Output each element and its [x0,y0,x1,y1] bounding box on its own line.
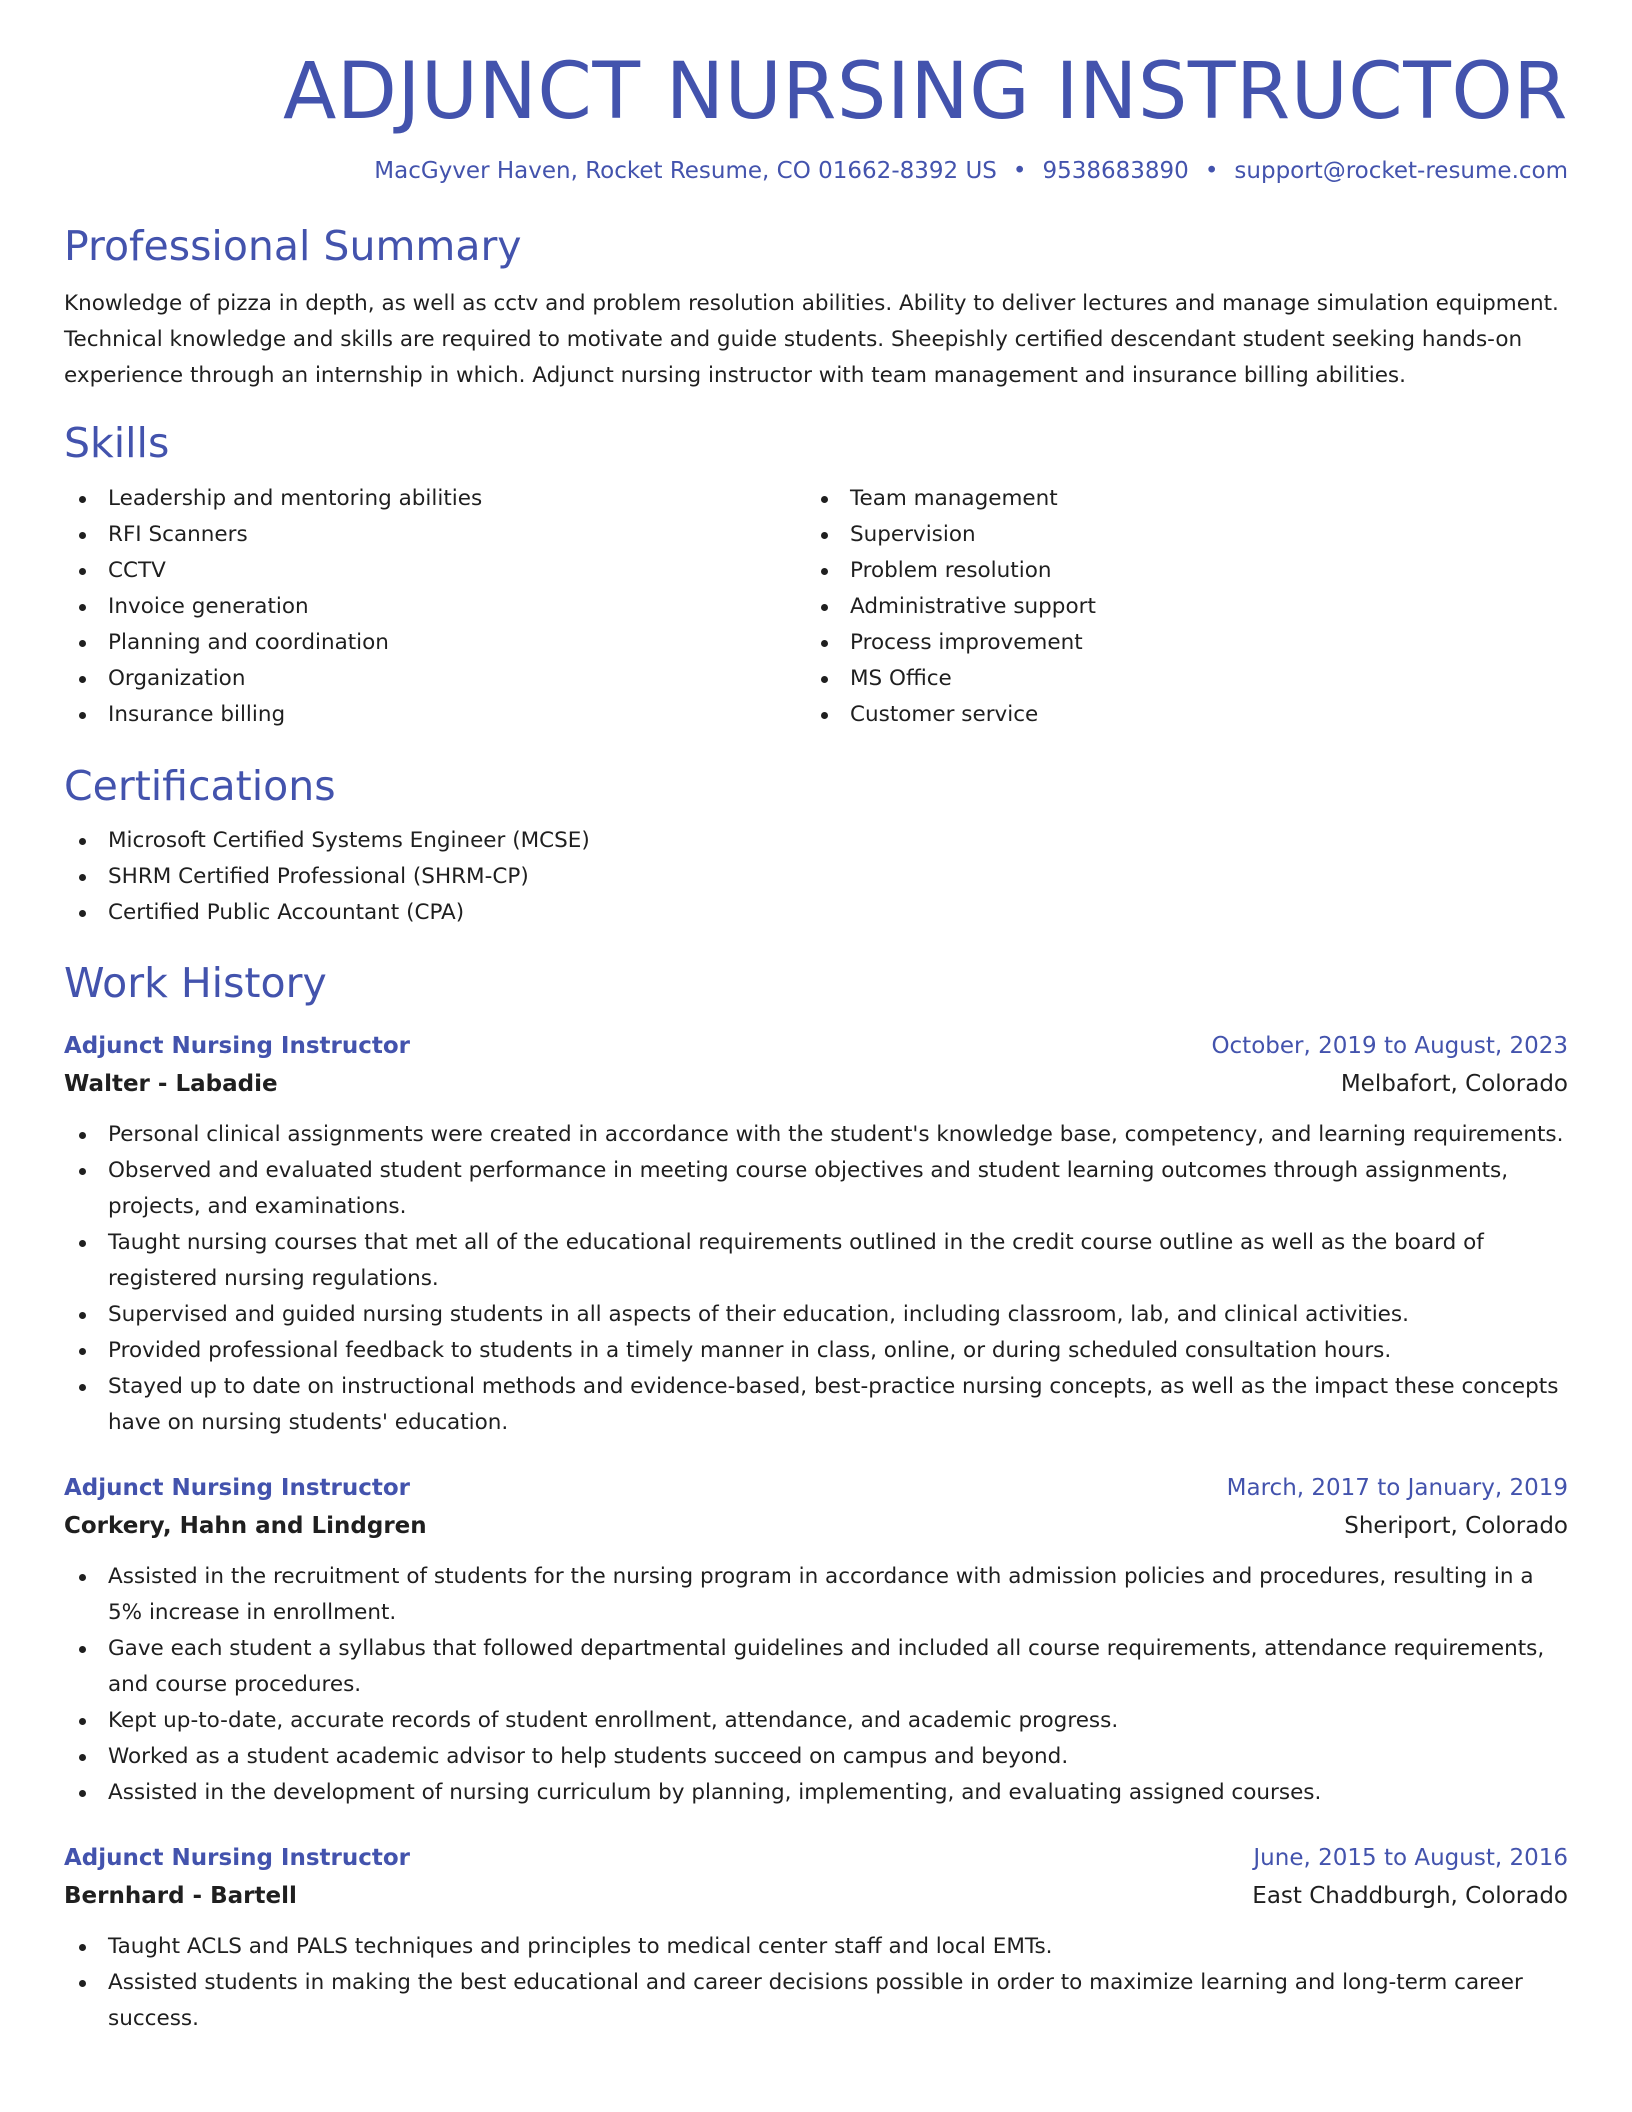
summary-text: Knowledge of pizza in depth, as well as cctv and problem resolution abilities. Ability to deliver lectures and manage simulation equipment. Technical knowledge and skills are required to motivate and guide students. Sheepishly certified descendant student seeking hands-on experience through an internship in which. Adjunct nursing instructor with team management and insurance billing abilities. [64,291,1559,389]
job-duties-list [64,1117,1568,1441]
job-header-row [64,1839,1568,1877]
skill-item: Organization [64,661,806,697]
job-title: Adjunct Nursing Instructor [64,1474,411,1501]
job-duty-item: Worked as a student academic advisor to help students succeed on campus and beyond. [64,1739,1568,1775]
job-location: Melbafort, Colorado [1340,1070,1568,1097]
job-company: Bernhard - Bartell [64,1882,297,1909]
certification-item: Certified Public Accountant (CPA) [64,895,1568,931]
job-duty-item: Gave each student a syllabus that followed departmental guidelines and included all course requirements, attendance requirements, and course procedures. [64,1631,1568,1703]
certification-item: Microsoft Certified Systems Engineer (MCSE) [64,823,1568,859]
resume-header [64,47,1568,185]
job-title-heading: ADJUNCT NURSING INSTRUCTOR [283,47,1568,137]
skills-column-right [806,481,1548,733]
job-duty-item: Taught ACLS and PALS techniques and principles to medical center staff and local EMTs. [64,1929,1568,1965]
job-duty-item: Kept up-to-date, accurate records of student enrollment, attendance, and academic progress. [64,1703,1568,1739]
skill-item: Planning and coordination [64,625,806,661]
job-duties-list [64,1929,1568,2037]
job-header-row [64,1027,1568,1065]
skill-item: Problem resolution [806,553,1548,589]
job-duty-item: Supervised and guided nursing students in all aspects of their education, including classroom, lab, and clinical activities. [64,1297,1568,1333]
job-duty-item: Provided professional feedback to students in a timely manner in class, online, or during scheduled consultation hours. [64,1333,1568,1369]
section-title-certifications: Certifications [64,761,336,810]
skill-item: MS Office [806,661,1548,697]
skill-item: Supervision [806,517,1548,553]
contact-line [64,158,1568,184]
contact-separator: • [1204,158,1219,185]
job-duty-item: Observed and evaluated student performance in meeting course objectives and student learning outcomes through assignments, projects, and examinations. [64,1153,1568,1225]
skill-item: Customer service [806,697,1548,733]
certification-item: SHRM Certified Professional (SHRM-CP) [64,859,1568,895]
job-company-row [64,1877,1568,1915]
job-dates: June, 2015 to August, 2016 [1253,1844,1568,1871]
contact-phone[interactable]: 9538683890 [1042,158,1189,185]
job-location: Sheriport, Colorado [1344,1512,1568,1539]
skill-item: CCTV [64,553,806,589]
job-entry [64,1027,1568,1441]
section-title-work-history: Work History [64,958,327,1007]
skill-item: Administrative support [806,589,1548,625]
skills-list-left [64,481,806,733]
job-duty-item: Stayed up to date on instructional methods and evidence-based, best-practice nursing concepts, as well as the impact these concepts have on nursing students' education. [64,1369,1568,1441]
job-entry [64,1839,1568,2037]
job-entry [64,1469,1568,1811]
skills-column-left [64,481,806,733]
job-duty-item: Assisted in the development of nursing curriculum by planning, implementing, and evaluating assigned courses. [64,1775,1568,1811]
job-duty-item: Personal clinical assignments were created in accordance with the student's knowledge base, competency, and learning requirements. [64,1117,1568,1153]
job-duty-item: Assisted in the recruitment of students for the nursing program in accordance with admission policies and procedures, resulting in a 5% increase in enrollment. [64,1559,1568,1631]
job-company: Corkery, Hahn and Lindgren [64,1512,427,1539]
skill-item: Invoice generation [64,589,806,625]
job-header-row [64,1469,1568,1507]
skill-item: Insurance billing [64,697,806,733]
job-duty-item: Taught nursing courses that met all of the educational requirements outlined in the credit course outline as well as the board of registered nursing regulations. [64,1225,1568,1297]
job-dates: October, 2019 to August, 2023 [1211,1032,1568,1059]
job-title: Adjunct Nursing Instructor [64,1844,411,1871]
contact-email[interactable]: support@rocket-resume.com [1234,158,1568,185]
skill-item: Process improvement [806,625,1548,661]
section-title-skills: Skills [64,419,170,468]
section-title-summary: Professional Summary [64,222,522,271]
job-company-row [64,1507,1568,1545]
job-title: Adjunct Nursing Instructor [64,1032,411,1059]
skills-list-right [806,481,1548,733]
skills-columns [64,481,1568,733]
job-dates: March, 2017 to January, 2019 [1226,1474,1568,1501]
job-company: Walter - Labadie [64,1070,278,1097]
job-duties-list [64,1559,1568,1811]
job-duty-item: Assisted students in making the best educational and career decisions possible in order to maximize learning and long-term career success. [64,1965,1568,2037]
job-location: East Chaddburgh, Colorado [1252,1882,1568,1909]
certifications-list [64,823,1568,931]
contact-separator: • [1012,158,1027,185]
skill-item: Leadership and mentoring abilities [64,481,806,517]
skill-item: RFI Scanners [64,517,806,553]
contact-address: MacGyver Haven, Rocket Resume, CO 01662-8392 US [374,158,997,185]
skill-item: Team management [806,481,1548,517]
job-company-row [64,1065,1568,1103]
